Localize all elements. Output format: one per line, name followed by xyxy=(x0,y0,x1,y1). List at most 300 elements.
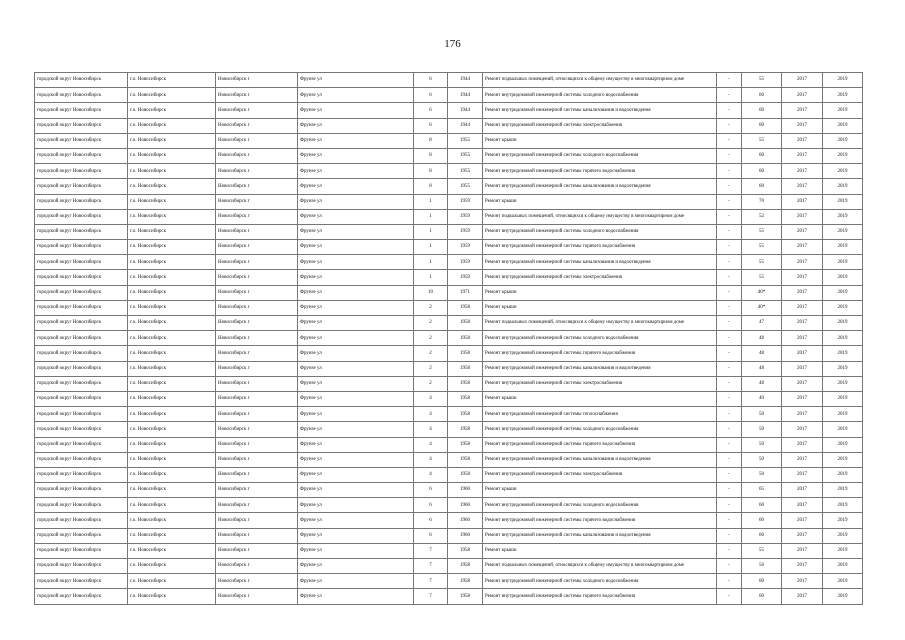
district-cell: г.о. Новосибирск xyxy=(128,376,216,391)
work-type-cell: Ремонт внутридомовой инженерной системы электроснабжения xyxy=(483,376,717,391)
street-cell: Фрунзе ул xyxy=(298,194,414,209)
municipality-cell: городской округ Новосибирск xyxy=(35,240,128,255)
work-type-cell: Ремонт внутридомовой инженерной системы холодного водоснабжения xyxy=(483,498,717,513)
wear-percent-cell: 60 xyxy=(742,179,782,194)
house-number-cell: 2 xyxy=(414,346,448,361)
end-year-cell: 2019 xyxy=(823,361,863,376)
municipality-cell: городской округ Новосибирск xyxy=(35,164,128,179)
work-type-cell: Ремонт внутридомовой инженерной системы канализования и водоотведения xyxy=(483,255,717,270)
start-year-cell: 2017 xyxy=(782,331,823,346)
wear-percent-cell: 60 xyxy=(742,148,782,163)
wear-percent-cell: 55 xyxy=(742,255,782,270)
street-cell: Фрунзе ул xyxy=(298,331,414,346)
note-cell: - xyxy=(717,559,742,574)
end-year-cell: 2019 xyxy=(823,148,863,163)
work-type-cell: Ремонт крыши xyxy=(483,543,717,558)
table-row xyxy=(35,437,863,452)
wear-percent-cell: 50 xyxy=(742,452,782,467)
end-year-cell: 2019 xyxy=(823,346,863,361)
street-cell: Фрунзе ул xyxy=(298,164,414,179)
municipality-cell: городской округ Новосибирск xyxy=(35,452,128,467)
city-cell: Новосибирск г xyxy=(216,376,298,391)
note-cell: - xyxy=(717,73,742,88)
note-cell: - xyxy=(717,103,742,118)
end-year-cell: 2019 xyxy=(823,255,863,270)
work-type-cell: Ремонт внутридомовой инженерной системы горячего водоснабжения xyxy=(483,437,717,452)
end-year-cell: 2019 xyxy=(823,559,863,574)
table-row xyxy=(35,255,863,270)
note-cell: - xyxy=(717,483,742,498)
note-cell: - xyxy=(717,240,742,255)
end-year-cell: 2019 xyxy=(823,73,863,88)
wear-percent-cell: 48 xyxy=(742,331,782,346)
wear-percent-cell: 40 xyxy=(742,391,782,406)
municipality-cell: городской округ Новосибирск xyxy=(35,391,128,406)
municipality-cell: городской округ Новосибирск xyxy=(35,118,128,133)
note-cell: - xyxy=(717,179,742,194)
municipality-cell: городской округ Новосибирск xyxy=(35,209,128,224)
work-type-cell: Ремонт внутридомовой инженерной системы канализования и водоотведения xyxy=(483,452,717,467)
end-year-cell: 2019 xyxy=(823,437,863,452)
note-cell: - xyxy=(717,300,742,315)
build-year-cell: 1944 xyxy=(448,73,483,88)
start-year-cell: 2017 xyxy=(782,422,823,437)
note-cell: - xyxy=(717,88,742,103)
city-cell: Новосибирск г xyxy=(216,73,298,88)
district-cell: г.о. Новосибирск xyxy=(128,331,216,346)
work-type-cell: Ремонт внутридомовой инженерной системы электроснабжения xyxy=(483,467,717,482)
wear-percent-cell: 55 xyxy=(742,224,782,239)
district-cell: г.о. Новосибирск xyxy=(128,528,216,543)
wear-percent-cell: 60 xyxy=(742,88,782,103)
work-type-cell: Ремонт внутридомовой инженерной системы теплоснабжения xyxy=(483,407,717,422)
street-cell: Фрунзе ул xyxy=(298,376,414,391)
start-year-cell: 2017 xyxy=(782,528,823,543)
start-year-cell: 2017 xyxy=(782,270,823,285)
table-row xyxy=(35,300,863,315)
house-number-cell: 6 xyxy=(414,528,448,543)
district-cell: г.о. Новосибирск xyxy=(128,543,216,558)
build-year-cell: 1958 xyxy=(448,467,483,482)
end-year-cell: 2019 xyxy=(823,209,863,224)
street-cell: Фрунзе ул xyxy=(298,407,414,422)
note-cell: - xyxy=(717,346,742,361)
municipality-cell: городской округ Новосибирск xyxy=(35,103,128,118)
street-cell: Фрунзе ул xyxy=(298,270,414,285)
table-row xyxy=(35,179,863,194)
street-cell: Фрунзе ул xyxy=(298,300,414,315)
start-year-cell: 2017 xyxy=(782,73,823,88)
municipality-cell: городской округ Новосибирск xyxy=(35,300,128,315)
note-cell: - xyxy=(717,361,742,376)
city-cell: Новосибирск г xyxy=(216,559,298,574)
house-number-cell: 10 xyxy=(414,285,448,300)
start-year-cell: 2017 xyxy=(782,240,823,255)
wear-percent-cell: 60 xyxy=(742,513,782,528)
start-year-cell: 2017 xyxy=(782,133,823,148)
work-type-cell: Ремонт внутридомовой инженерной системы холодного водоснабжения xyxy=(483,331,717,346)
municipality-cell: городской округ Новосибирск xyxy=(35,361,128,376)
table-row xyxy=(35,422,863,437)
work-type-cell: Ремонт внутридомовой инженерной системы электроснабжения xyxy=(483,118,717,133)
city-cell: Новосибирск г xyxy=(216,240,298,255)
house-number-cell: 7 xyxy=(414,559,448,574)
house-number-cell: 4 xyxy=(414,391,448,406)
note-cell: - xyxy=(717,285,742,300)
wear-percent-cell: 55 xyxy=(742,133,782,148)
start-year-cell: 2017 xyxy=(782,376,823,391)
city-cell: Новосибирск г xyxy=(216,194,298,209)
build-year-cell: 1944 xyxy=(448,118,483,133)
district-cell: г.о. Новосибирск xyxy=(128,574,216,589)
note-cell: - xyxy=(717,437,742,452)
wear-percent-cell: 48 xyxy=(742,361,782,376)
work-type-cell: Ремонт внутридомовой инженерной системы канализования и водоотведения xyxy=(483,103,717,118)
start-year-cell: 2017 xyxy=(782,224,823,239)
work-type-cell: Ремонт подвальных помещений, относящихся к общему имуществу в многоквартирном доме xyxy=(483,73,717,88)
district-cell: г.о. Новосибирск xyxy=(128,118,216,133)
district-cell: г.о. Новосибирск xyxy=(128,437,216,452)
build-year-cell: 1958 xyxy=(448,543,483,558)
build-year-cell: 1959 xyxy=(448,255,483,270)
district-cell: г.о. Новосибирск xyxy=(128,285,216,300)
district-cell: г.о. Новосибирск xyxy=(128,209,216,224)
house-number-cell: 6 xyxy=(414,73,448,88)
street-cell: Фрунзе ул xyxy=(298,73,414,88)
end-year-cell: 2019 xyxy=(823,513,863,528)
municipality-cell: городской округ Новосибирск xyxy=(35,270,128,285)
build-year-cell: 1958 xyxy=(448,437,483,452)
register-body xyxy=(35,73,863,605)
build-year-cell: 1958 xyxy=(448,589,483,604)
start-year-cell: 2017 xyxy=(782,209,823,224)
note-cell: - xyxy=(717,543,742,558)
build-year-cell: 1958 xyxy=(448,346,483,361)
district-cell: г.о. Новосибирск xyxy=(128,361,216,376)
repair-register-table xyxy=(34,72,863,605)
municipality-cell: городской округ Новосибирск xyxy=(35,316,128,331)
street-cell: Фрунзе ул xyxy=(298,346,414,361)
note-cell: - xyxy=(717,574,742,589)
district-cell: г.о. Новосибирск xyxy=(128,255,216,270)
district-cell: г.о. Новосибирск xyxy=(128,407,216,422)
end-year-cell: 2019 xyxy=(823,103,863,118)
table-row xyxy=(35,194,863,209)
table-row xyxy=(35,407,863,422)
table-row xyxy=(35,148,863,163)
street-cell: Фрунзе ул xyxy=(298,240,414,255)
municipality-cell: городской округ Новосибирск xyxy=(35,528,128,543)
build-year-cell: 1958 xyxy=(448,361,483,376)
note-cell: - xyxy=(717,589,742,604)
district-cell: г.о. Новосибирск xyxy=(128,589,216,604)
end-year-cell: 2019 xyxy=(823,483,863,498)
wear-percent-cell: 60 xyxy=(742,498,782,513)
street-cell: Фрунзе ул xyxy=(298,133,414,148)
build-year-cell: 1944 xyxy=(448,88,483,103)
note-cell: - xyxy=(717,331,742,346)
street-cell: Фрунзе ул xyxy=(298,118,414,133)
start-year-cell: 2017 xyxy=(782,483,823,498)
city-cell: Новосибирск г xyxy=(216,164,298,179)
city-cell: Новосибирск г xyxy=(216,316,298,331)
street-cell: Фрунзе ул xyxy=(298,467,414,482)
note-cell: - xyxy=(717,209,742,224)
wear-percent-cell: 40* xyxy=(742,300,782,315)
city-cell: Новосибирск г xyxy=(216,270,298,285)
house-number-cell: 4 xyxy=(414,422,448,437)
municipality-cell: городской округ Новосибирск xyxy=(35,559,128,574)
start-year-cell: 2017 xyxy=(782,194,823,209)
house-number-cell: 4 xyxy=(414,407,448,422)
build-year-cell: 1958 xyxy=(448,574,483,589)
note-cell: - xyxy=(717,133,742,148)
wear-percent-cell: 56 xyxy=(742,559,782,574)
house-number-cell: 2 xyxy=(414,316,448,331)
street-cell: Фрунзе ул xyxy=(298,483,414,498)
start-year-cell: 2017 xyxy=(782,559,823,574)
house-number-cell: 2 xyxy=(414,361,448,376)
wear-percent-cell: 60 xyxy=(742,164,782,179)
city-cell: Новосибирск г xyxy=(216,300,298,315)
district-cell: г.о. Новосибирск xyxy=(128,467,216,482)
build-year-cell: 1960 xyxy=(448,513,483,528)
end-year-cell: 2019 xyxy=(823,270,863,285)
build-year-cell: 1960 xyxy=(448,528,483,543)
wear-percent-cell: 50 xyxy=(742,407,782,422)
city-cell: Новосибирск г xyxy=(216,148,298,163)
work-type-cell: Ремонт крыши xyxy=(483,285,717,300)
build-year-cell: 1959 xyxy=(448,209,483,224)
street-cell: Фрунзе ул xyxy=(298,528,414,543)
start-year-cell: 2017 xyxy=(782,574,823,589)
work-type-cell: Ремонт внутридомовой инженерной системы канализования и водоотведения xyxy=(483,361,717,376)
municipality-cell: городской округ Новосибирск xyxy=(35,179,128,194)
municipality-cell: городской округ Новосибирск xyxy=(35,255,128,270)
build-year-cell: 1958 xyxy=(448,316,483,331)
house-number-cell: 8 xyxy=(414,179,448,194)
street-cell: Фрунзе ул xyxy=(298,422,414,437)
municipality-cell: городской округ Новосибирск xyxy=(35,194,128,209)
wear-percent-cell: 60 xyxy=(742,574,782,589)
city-cell: Новосибирск г xyxy=(216,467,298,482)
table-row xyxy=(35,361,863,376)
table-row xyxy=(35,543,863,558)
municipality-cell: городской округ Новосибирск xyxy=(35,589,128,604)
house-number-cell: 1 xyxy=(414,240,448,255)
city-cell: Новосибирск г xyxy=(216,331,298,346)
municipality-cell: городской округ Новосибирск xyxy=(35,437,128,452)
wear-percent-cell: 60 xyxy=(742,103,782,118)
start-year-cell: 2017 xyxy=(782,589,823,604)
note-cell: - xyxy=(717,452,742,467)
city-cell: Новосибирск г xyxy=(216,179,298,194)
street-cell: Фрунзе ул xyxy=(298,209,414,224)
street-cell: Фрунзе ул xyxy=(298,498,414,513)
wear-percent-cell: 60 xyxy=(742,528,782,543)
municipality-cell: городской округ Новосибирск xyxy=(35,543,128,558)
municipality-cell: городской округ Новосибирск xyxy=(35,467,128,482)
start-year-cell: 2017 xyxy=(782,118,823,133)
build-year-cell: 1971 xyxy=(448,285,483,300)
city-cell: Новосибирск г xyxy=(216,133,298,148)
end-year-cell: 2019 xyxy=(823,316,863,331)
end-year-cell: 2019 xyxy=(823,88,863,103)
build-year-cell: 1955 xyxy=(448,148,483,163)
municipality-cell: городской округ Новосибирск xyxy=(35,331,128,346)
district-cell: г.о. Новосибирск xyxy=(128,133,216,148)
table-row xyxy=(35,452,863,467)
work-type-cell: Ремонт внутридомовой инженерной системы горячего водоснабжения xyxy=(483,164,717,179)
start-year-cell: 2017 xyxy=(782,255,823,270)
street-cell: Фрунзе ул xyxy=(298,559,414,574)
end-year-cell: 2019 xyxy=(823,164,863,179)
district-cell: г.о. Новосибирск xyxy=(128,346,216,361)
street-cell: Фрунзе ул xyxy=(298,148,414,163)
district-cell: г.о. Новосибирск xyxy=(128,240,216,255)
district-cell: г.о. Новосибирск xyxy=(128,422,216,437)
note-cell: - xyxy=(717,164,742,179)
end-year-cell: 2019 xyxy=(823,391,863,406)
end-year-cell: 2019 xyxy=(823,224,863,239)
start-year-cell: 2017 xyxy=(782,346,823,361)
note-cell: - xyxy=(717,407,742,422)
build-year-cell: 1958 xyxy=(448,300,483,315)
street-cell: Фрунзе ул xyxy=(298,437,414,452)
end-year-cell: 2019 xyxy=(823,528,863,543)
note-cell: - xyxy=(717,224,742,239)
end-year-cell: 2019 xyxy=(823,467,863,482)
start-year-cell: 2017 xyxy=(782,391,823,406)
table-row xyxy=(35,164,863,179)
house-number-cell: 6 xyxy=(414,88,448,103)
district-cell: г.о. Новосибирск xyxy=(128,148,216,163)
table-row xyxy=(35,331,863,346)
note-cell: - xyxy=(717,194,742,209)
street-cell: Фрунзе ул xyxy=(298,589,414,604)
wear-percent-cell: 60 xyxy=(742,118,782,133)
end-year-cell: 2019 xyxy=(823,331,863,346)
build-year-cell: 1958 xyxy=(448,407,483,422)
house-number-cell: 1 xyxy=(414,224,448,239)
end-year-cell: 2019 xyxy=(823,589,863,604)
table-row xyxy=(35,103,863,118)
build-year-cell: 1960 xyxy=(448,483,483,498)
table-row xyxy=(35,118,863,133)
work-type-cell: Ремонт подвальных помещений, относящихся к общему имуществу в многоквартирном доме xyxy=(483,559,717,574)
table-row xyxy=(35,240,863,255)
city-cell: Новосибирск г xyxy=(216,255,298,270)
start-year-cell: 2017 xyxy=(782,437,823,452)
work-type-cell: Ремонт внутридомовой инженерной системы канализования и водоотведения xyxy=(483,528,717,543)
end-year-cell: 2019 xyxy=(823,422,863,437)
wear-percent-cell: 48 xyxy=(742,346,782,361)
work-type-cell: Ремонт внутридомовой инженерной системы горячего водоснабжения xyxy=(483,240,717,255)
city-cell: Новосибирск г xyxy=(216,422,298,437)
note-cell: - xyxy=(717,148,742,163)
build-year-cell: 1960 xyxy=(448,498,483,513)
end-year-cell: 2019 xyxy=(823,376,863,391)
start-year-cell: 2017 xyxy=(782,452,823,467)
municipality-cell: городской округ Новосибирск xyxy=(35,574,128,589)
city-cell: Новосибирск г xyxy=(216,437,298,452)
end-year-cell: 2019 xyxy=(823,285,863,300)
work-type-cell: Ремонт внутридомовой инженерной системы горячего водоснабжения xyxy=(483,346,717,361)
municipality-cell: городской округ Новосибирск xyxy=(35,148,128,163)
city-cell: Новосибирск г xyxy=(216,346,298,361)
wear-percent-cell: 47 xyxy=(742,316,782,331)
start-year-cell: 2017 xyxy=(782,543,823,558)
build-year-cell: 1958 xyxy=(448,331,483,346)
table-row xyxy=(35,270,863,285)
house-number-cell: 7 xyxy=(414,574,448,589)
end-year-cell: 2019 xyxy=(823,118,863,133)
work-type-cell: Ремонт внутридомовой инженерной системы холодного водоснабжения xyxy=(483,574,717,589)
city-cell: Новосибирск г xyxy=(216,543,298,558)
house-number-cell: 6 xyxy=(414,513,448,528)
municipality-cell: городской округ Новосибирск xyxy=(35,224,128,239)
house-number-cell: 8 xyxy=(414,133,448,148)
district-cell: г.о. Новосибирск xyxy=(128,88,216,103)
street-cell: Фрунзе ул xyxy=(298,285,414,300)
build-year-cell: 1958 xyxy=(448,376,483,391)
house-number-cell: 7 xyxy=(414,589,448,604)
street-cell: Фрунзе ул xyxy=(298,513,414,528)
work-type-cell: Ремонт внутридомовой инженерной системы горячего водоснабжения xyxy=(483,513,717,528)
city-cell: Новосибирск г xyxy=(216,498,298,513)
district-cell: г.о. Новосибирск xyxy=(128,270,216,285)
build-year-cell: 1958 xyxy=(448,422,483,437)
district-cell: г.о. Новосибирск xyxy=(128,73,216,88)
municipality-cell: городской округ Новосибирск xyxy=(35,483,128,498)
start-year-cell: 2017 xyxy=(782,316,823,331)
table-row xyxy=(35,346,863,361)
work-type-cell: Ремонт внутридомовой инженерной системы холодного водоснабжения xyxy=(483,148,717,163)
street-cell: Фрунзе ул xyxy=(298,361,414,376)
district-cell: г.о. Новосибирск xyxy=(128,164,216,179)
city-cell: Новосибирск г xyxy=(216,574,298,589)
start-year-cell: 2017 xyxy=(782,164,823,179)
district-cell: г.о. Новосибирск xyxy=(128,483,216,498)
house-number-cell: 2 xyxy=(414,331,448,346)
start-year-cell: 2017 xyxy=(782,103,823,118)
municipality-cell: городской округ Новосибирск xyxy=(35,422,128,437)
end-year-cell: 2019 xyxy=(823,194,863,209)
note-cell: - xyxy=(717,467,742,482)
wear-percent-cell: 55 xyxy=(742,543,782,558)
end-year-cell: 2019 xyxy=(823,574,863,589)
work-type-cell: Ремонт внутридомовой инженерной системы холодного водоснабжения xyxy=(483,422,717,437)
wear-percent-cell: 50 xyxy=(742,422,782,437)
end-year-cell: 2019 xyxy=(823,240,863,255)
street-cell: Фрунзе ул xyxy=(298,574,414,589)
house-number-cell: 2 xyxy=(414,376,448,391)
street-cell: Фрунзе ул xyxy=(298,452,414,467)
municipality-cell: городской округ Новосибирск xyxy=(35,407,128,422)
end-year-cell: 2019 xyxy=(823,133,863,148)
note-cell: - xyxy=(717,118,742,133)
table-row xyxy=(35,376,863,391)
municipality-cell: городской округ Новосибирск xyxy=(35,133,128,148)
wear-percent-cell: 55 xyxy=(742,73,782,88)
city-cell: Новосибирск г xyxy=(216,118,298,133)
house-number-cell: 4 xyxy=(414,437,448,452)
city-cell: Новосибирск г xyxy=(216,407,298,422)
district-cell: г.о. Новосибирск xyxy=(128,498,216,513)
work-type-cell: Ремонт внутридомовой инженерной системы холодного водоснабжения xyxy=(483,88,717,103)
wear-percent-cell: 40* xyxy=(742,285,782,300)
end-year-cell: 2019 xyxy=(823,407,863,422)
